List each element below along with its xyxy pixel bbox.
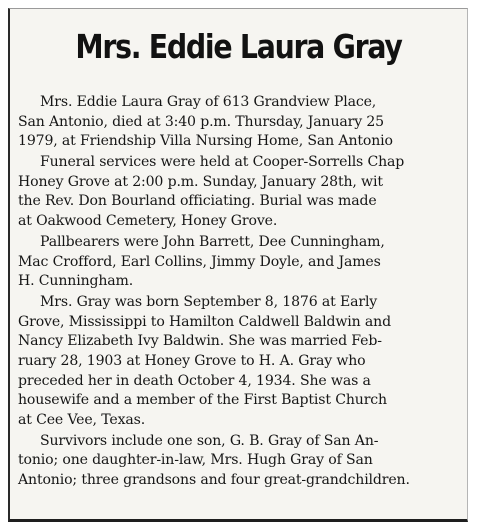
obituary-line: Mrs. Eddie Laura Gray of 613 Grandview Place, [40, 94, 377, 110]
obituary-line: Mac Crofford, Earl Collins, Jimmy Doyle, and James [18, 253, 381, 270]
obituary-line: Honey Grove at 2:00 p.m. Sunday, January 28th, wit [18, 173, 383, 190]
obituary-line: San Antonio, died at 3:40 p.m. Thursday, January 25 [18, 113, 384, 130]
obituary-line: Pallbearers were John Barrett, Dee Cunningham, [40, 233, 385, 250]
obituary-line: Nancy Elizabeth Ivy Baldwin. She was married Feb- [18, 333, 382, 350]
obituary-line: at Oakwood Cemetery, Honey Grove. [18, 213, 278, 230]
obituary-line: the Rev. Don Bourland officiating. Burial was made [18, 193, 377, 210]
obituary-body [18, 93, 468, 491]
obituary-line: tonio; one daughter-in-law, Mrs. Hugh Gray of San [18, 452, 373, 469]
obituary-headline: Mrs. Eddie Laura Gray [75, 27, 402, 66]
obituary-line: 1979, at Friendship Villa Nursing Home, San Antonio [18, 133, 393, 150]
obituary-line: Survivors include one son, G. B. Gray of San An- [40, 432, 379, 449]
obituary-line: preceded her in death October 4, 1934. She was a [18, 372, 371, 389]
obituary-line: at Cee Vee, Texas. [18, 412, 146, 428]
obituary-line: housewife and a member of the First Baptist Church [18, 392, 387, 409]
obituary-line: Funeral services were held at Cooper-Sorrells Chap [40, 154, 405, 171]
obituary-line: Antonio; three grandsons and four great-grandchildren. [18, 472, 410, 489]
obituary-line: H. Cunningham. [18, 273, 134, 290]
obituary-line: Mrs. Gray was born September 8, 1876 at Early [40, 293, 378, 310]
obituary-line: Grove, Mississippi to Hamilton Caldwell Baldwin and [18, 313, 391, 330]
obituary-line: ruary 28, 1903 at Honey Grove to H. A. Gray who [18, 352, 366, 369]
newspaper-clipping [8, 8, 468, 522]
